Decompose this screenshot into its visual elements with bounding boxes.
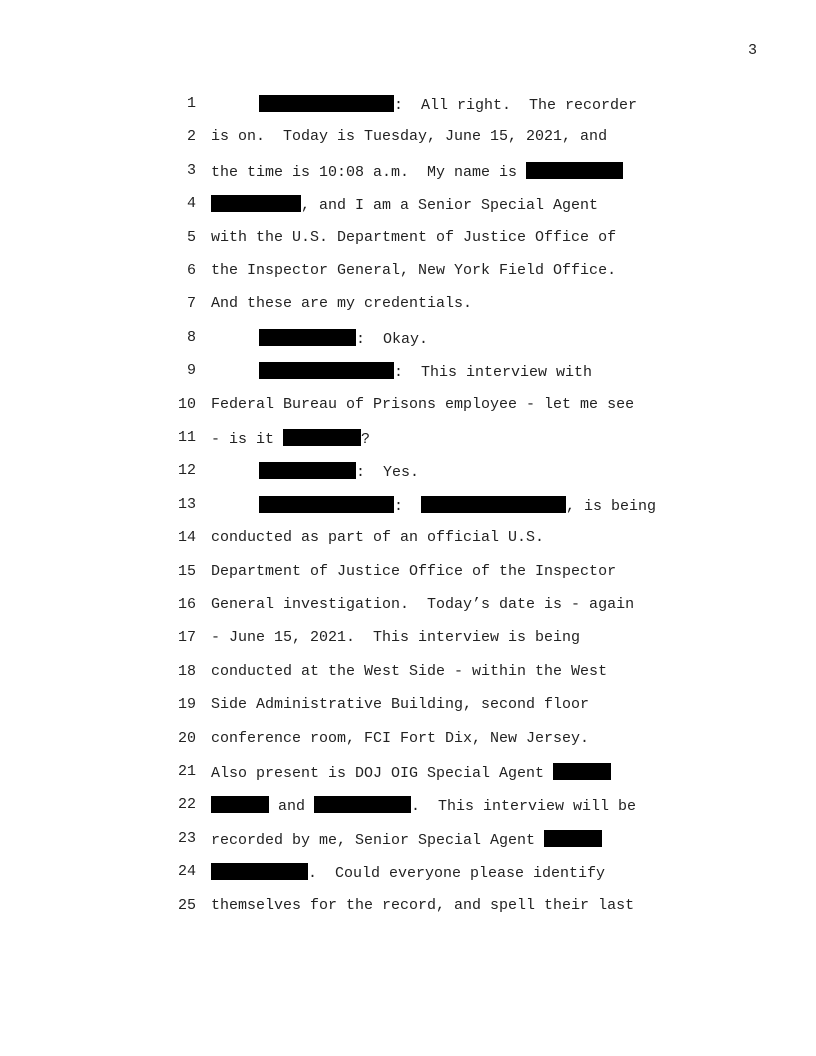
page-number: 3 — [748, 42, 758, 59]
line-number: 23 — [177, 829, 196, 847]
transcript-line — [211, 596, 634, 613]
line-text-segment: and — [269, 798, 315, 816]
line-number: 8 — [186, 328, 196, 346]
transcript-line — [211, 629, 580, 646]
redaction-box — [526, 162, 623, 179]
line-number: 9 — [186, 362, 196, 380]
line-text-segment: : — [394, 497, 422, 515]
redaction-box — [259, 496, 394, 513]
line-number: 5 — [186, 228, 196, 246]
line-number: 19 — [177, 696, 196, 714]
transcript-line — [211, 229, 616, 246]
redaction-box — [283, 429, 361, 446]
redaction-box — [314, 796, 411, 813]
line-text-segment: : All right. The recorder — [394, 97, 638, 114]
line-number: 13 — [177, 495, 196, 513]
line-text-segment: Federal Bureau of Prisons employee - let me see — [211, 395, 635, 413]
line-text-segment: themselves for the record, and spell their last — [211, 896, 635, 914]
line-number: 14 — [177, 529, 196, 547]
transcript-line — [211, 162, 623, 181]
transcript-line — [211, 730, 589, 747]
line-text-segment: , and I am a Senior Special Agent — [301, 197, 599, 215]
transcript-line — [211, 262, 616, 279]
line-text-segment: , is being — [566, 497, 657, 515]
line-text-segment: : Okay. — [356, 330, 429, 348]
line-number: 20 — [177, 729, 196, 747]
line-text-segment: Also present is DOJ OIG Special Agent — [211, 765, 554, 782]
line-number: 1 — [186, 95, 196, 112]
redaction-box — [259, 95, 394, 112]
redaction-box — [553, 763, 611, 780]
line-text-segment: Side Administrative Building, second floor — [211, 696, 590, 714]
line-number: 2 — [186, 128, 196, 146]
transcript-line — [211, 763, 611, 782]
line-text-segment: . This interview will be — [411, 798, 637, 816]
transcript-line — [211, 396, 634, 413]
transcript-line — [211, 195, 598, 214]
redaction-box — [544, 830, 602, 847]
transcript-line — [259, 329, 428, 348]
transcript-line — [211, 796, 636, 815]
line-number: 16 — [177, 596, 196, 613]
line-number: 24 — [177, 863, 196, 881]
redaction-box — [211, 796, 269, 813]
transcript-line — [211, 830, 602, 849]
redaction-box — [211, 195, 301, 212]
line-number: 21 — [177, 763, 196, 780]
transcript-line — [211, 429, 370, 448]
redaction-box — [259, 462, 356, 479]
line-number: 17 — [177, 629, 196, 647]
line-text-segment: : Yes. — [356, 464, 420, 482]
line-text-segment: General investigation. Today’s date is - again — [211, 596, 635, 613]
transcript-line — [211, 663, 607, 680]
line-text-segment: conducted at the West Side - within the West — [211, 662, 608, 680]
line-text-segment: . Could everyone please identify — [308, 865, 606, 883]
line-text-segment: : This interview with — [394, 364, 593, 382]
line-number: 7 — [186, 295, 196, 313]
line-number: 11 — [177, 429, 196, 446]
transcript-line — [211, 863, 605, 882]
line-number: 18 — [177, 662, 196, 680]
line-text-segment: - is it — [211, 431, 284, 448]
line-text-segment: And these are my credentials. — [211, 295, 473, 313]
transcript-line — [259, 496, 656, 515]
line-number: 6 — [186, 262, 196, 279]
line-text-segment: Department of Justice Office of the Inspector — [211, 562, 617, 580]
line-number: 3 — [186, 161, 196, 179]
redaction-box — [211, 863, 308, 880]
transcript-line — [259, 462, 419, 481]
line-text-segment: is on. Today is Tuesday, June 15, 2021, and — [211, 128, 608, 146]
line-number: 4 — [186, 195, 196, 213]
line-text-segment: with the U.S. Department of Justice Office of — [211, 228, 617, 246]
line-number: 22 — [177, 796, 196, 814]
line-number: 10 — [177, 395, 196, 413]
line-number: 15 — [177, 562, 196, 580]
line-text-segment: ? — [361, 431, 371, 448]
transcript-line — [259, 95, 637, 114]
line-text-segment: recorded by me, Senior Special Agent — [211, 831, 545, 849]
line-number: 12 — [177, 462, 196, 480]
redaction-box — [259, 362, 394, 379]
line-text-segment: - June 15, 2021. This interview is being — [211, 629, 581, 647]
transcript-line — [211, 897, 634, 914]
transcript-line — [211, 128, 607, 145]
redaction-box — [259, 329, 356, 346]
transcript-line — [259, 362, 592, 381]
transcript-line — [211, 529, 544, 546]
transcript-line — [211, 295, 472, 312]
transcript-line — [211, 563, 616, 580]
line-text-segment: the Inspector General, New York Field Office. — [211, 262, 617, 279]
line-text-segment: conducted as part of an official U.S. — [211, 529, 545, 547]
redaction-box — [421, 496, 566, 513]
line-text-segment: the time is 10:08 a.m. My name is — [211, 163, 527, 181]
transcript-line — [211, 696, 589, 713]
line-number: 25 — [177, 896, 196, 914]
line-text-segment: conference room, FCI Fort Dix, New Jersey. — [211, 729, 590, 747]
